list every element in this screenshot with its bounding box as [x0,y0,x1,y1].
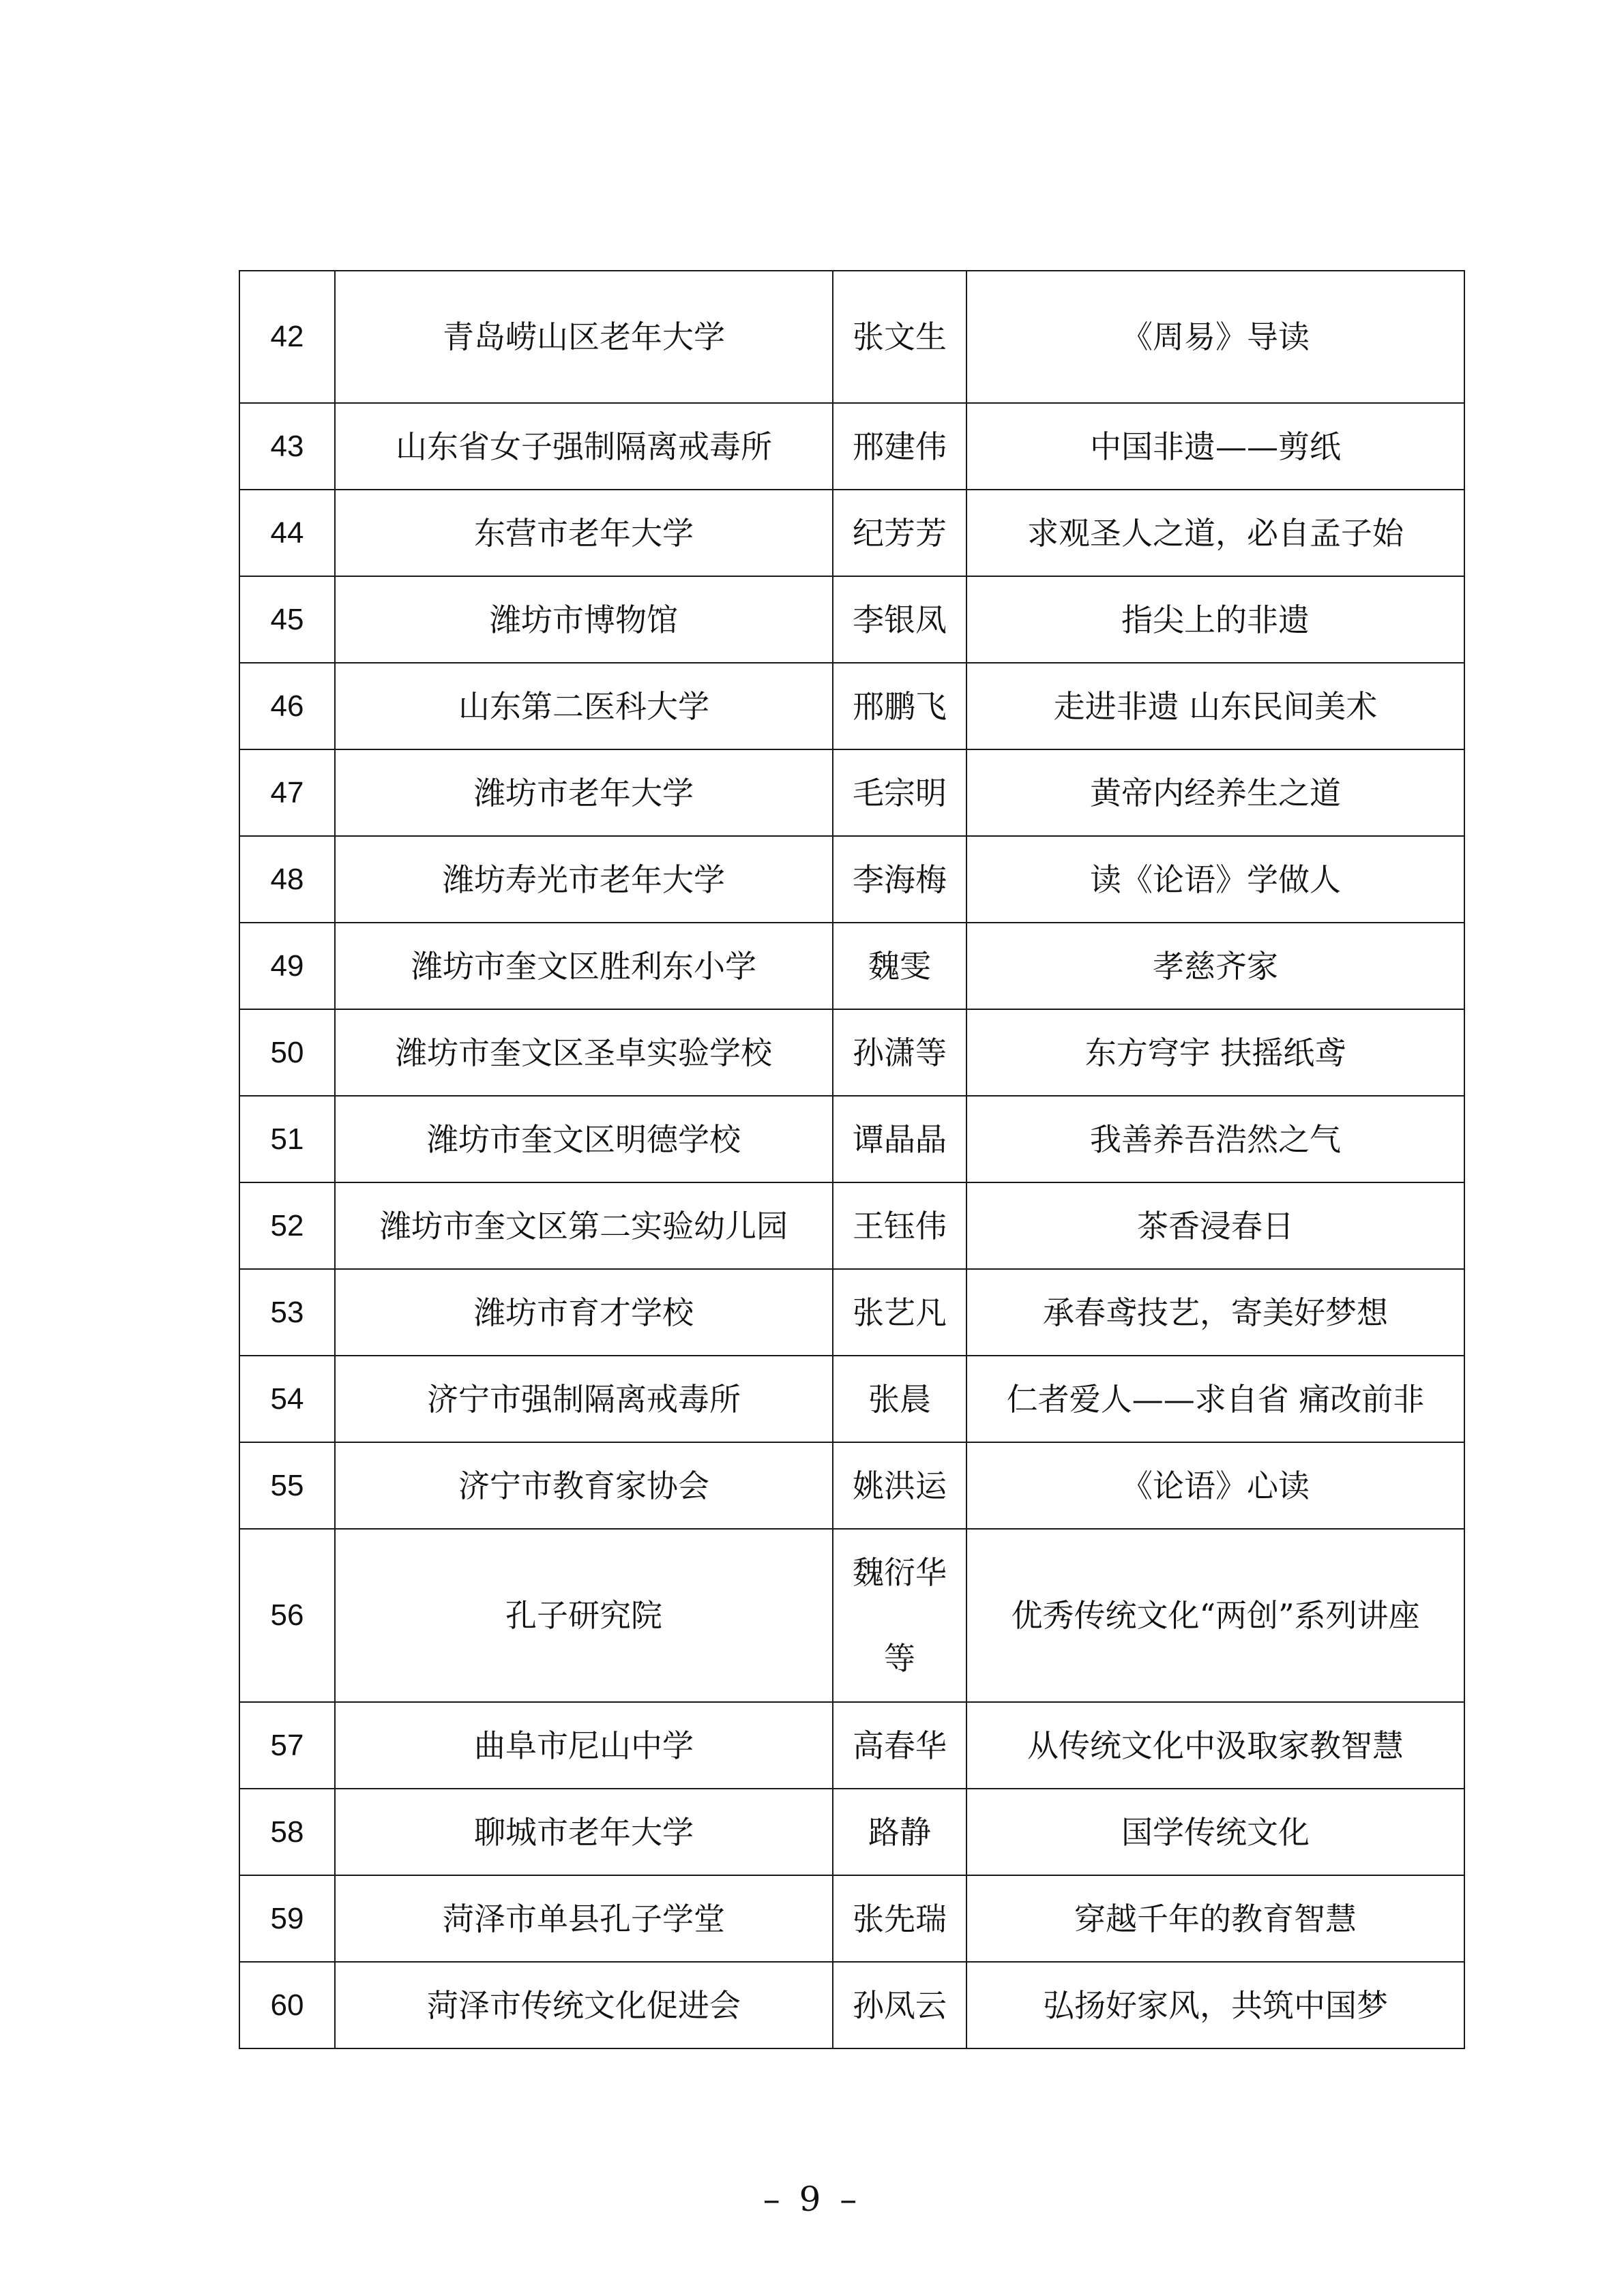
row-number: 59 [239,1875,335,1962]
table-row [239,1269,1464,1356]
course-title-cell: 我善养吾浩然之气 [966,1096,1464,1182]
page-number: – 9 – [763,2179,861,2219]
row-number: 55 [239,1442,335,1529]
table-row [239,1875,1464,1962]
course-title-cell: 仁者爱人——求自省 痛改前非 [966,1356,1464,1442]
lecturer-cell: 邢鹏飞 [833,663,966,749]
row-number: 52 [239,1182,335,1269]
row-number: 50 [239,1009,335,1096]
lecturer-cell: 谭晶晶 [833,1096,966,1182]
course-title-cell: 茶香浸春日 [966,1182,1464,1269]
table-row [239,1356,1464,1442]
organization-cell: 潍坊市博物馆 [335,576,833,663]
table-row [239,1009,1464,1096]
organization-cell: 菏泽市单县孔子学堂 [335,1875,833,1962]
course-title-cell: 承春鸢技艺，寄美好梦想 [966,1269,1464,1356]
row-number: 48 [239,836,335,923]
course-title-cell: 读《论语》学做人 [966,836,1464,923]
lecturer-cell: 孙潇等 [833,1009,966,1096]
table-row [239,923,1464,1009]
row-number: 43 [239,403,335,490]
course-title-cell: 东方穹宇 扶摇纸鸢 [966,1009,1464,1096]
row-number: 54 [239,1356,335,1442]
table-row [239,403,1464,490]
organization-cell: 潍坊市奎文区圣卓实验学校 [335,1009,833,1096]
organization-cell: 青岛崂山区老年大学 [335,271,833,403]
row-number: 56 [239,1529,335,1702]
organization-cell: 聊城市老年大学 [335,1789,833,1875]
lecturer-cell: 路静 [833,1789,966,1875]
table-row [239,749,1464,836]
table-row [239,1702,1464,1789]
course-title-cell: 《周易》导读 [966,271,1464,403]
course-title-cell: 从传统文化中汲取家教智慧 [966,1702,1464,1789]
organization-cell: 菏泽市传统文化促进会 [335,1962,833,2048]
course-title-cell: 优秀传统文化“两创”系列讲座 [966,1529,1464,1702]
organization-cell: 潍坊市育才学校 [335,1269,833,1356]
course-title-cell: 中国非遗——剪纸 [966,403,1464,490]
row-number: 60 [239,1962,335,2048]
organization-cell: 潍坊寿光市老年大学 [335,836,833,923]
course-title-cell: 弘扬好家风，共筑中国梦 [966,1962,1464,2048]
lecturer-cell: 张晨 [833,1356,966,1442]
table-row [239,663,1464,749]
lecturer-cell: 高春华 [833,1702,966,1789]
row-number: 45 [239,576,335,663]
table-row [239,490,1464,576]
course-title-cell: 穿越千年的教育智慧 [966,1875,1464,1962]
lecturer-cell: 李海梅 [833,836,966,923]
table-row [239,836,1464,923]
row-number: 44 [239,490,335,576]
row-number: 51 [239,1096,335,1182]
organization-cell: 曲阜市尼山中学 [335,1702,833,1789]
table-row [239,271,1464,403]
table-row [239,576,1464,663]
row-number: 49 [239,923,335,1009]
organization-cell: 山东省女子强制隔离戒毒所 [335,403,833,490]
organization-cell: 济宁市强制隔离戒毒所 [335,1356,833,1442]
organization-cell: 潍坊市奎文区明德学校 [335,1096,833,1182]
course-title-cell: 求观圣人之道，必自孟子始 [966,490,1464,576]
course-title-cell: 国学传统文化 [966,1789,1464,1875]
lecturer-cell: 张文生 [833,271,966,403]
row-number: 57 [239,1702,335,1789]
lecturer-cell: 魏雯 [833,923,966,1009]
table-row [239,1789,1464,1875]
organization-cell: 山东第二医科大学 [335,663,833,749]
course-table-body [239,271,1464,2048]
row-number: 42 [239,271,335,403]
organization-cell: 潍坊市奎文区第二实验幼儿园 [335,1182,833,1269]
course-title-cell: 《论语》心读 [966,1442,1464,1529]
course-title-cell: 走进非遗 山东民间美术 [966,663,1464,749]
organization-cell: 孔子研究院 [335,1529,833,1702]
row-number: 47 [239,749,335,836]
lecturer-cell: 毛宗明 [833,749,966,836]
lecturer-cell: 张艺凡 [833,1269,966,1356]
row-number: 53 [239,1269,335,1356]
table-row [239,1529,1464,1702]
lecturer-cell: 孙凤云 [833,1962,966,2048]
organization-cell: 济宁市教育家协会 [335,1442,833,1529]
table-row [239,1096,1464,1182]
course-title-cell: 指尖上的非遗 [966,576,1464,663]
organization-cell: 潍坊市老年大学 [335,749,833,836]
lecturer-cell: 李银凤 [833,576,966,663]
row-number: 46 [239,663,335,749]
organization-cell: 潍坊市奎文区胜利东小学 [335,923,833,1009]
lecturer-cell: 纪芳芳 [833,490,966,576]
table-row [239,1442,1464,1529]
lecturer-cell: 邢建伟 [833,403,966,490]
table-row [239,1182,1464,1269]
course-title-cell: 孝慈齐家 [966,923,1464,1009]
lecturer-cell: 王钰伟 [833,1182,966,1269]
lecturer-cell: 张先瑞 [833,1875,966,1962]
lecturer-cell: 姚洪运 [833,1442,966,1529]
course-table [239,270,1465,2049]
table-row [239,1962,1464,2048]
lecturer-cell: 魏衍华等 [833,1529,966,1702]
course-title-cell: 黄帝内经养生之道 [966,749,1464,836]
organization-cell: 东营市老年大学 [335,490,833,576]
row-number: 58 [239,1789,335,1875]
